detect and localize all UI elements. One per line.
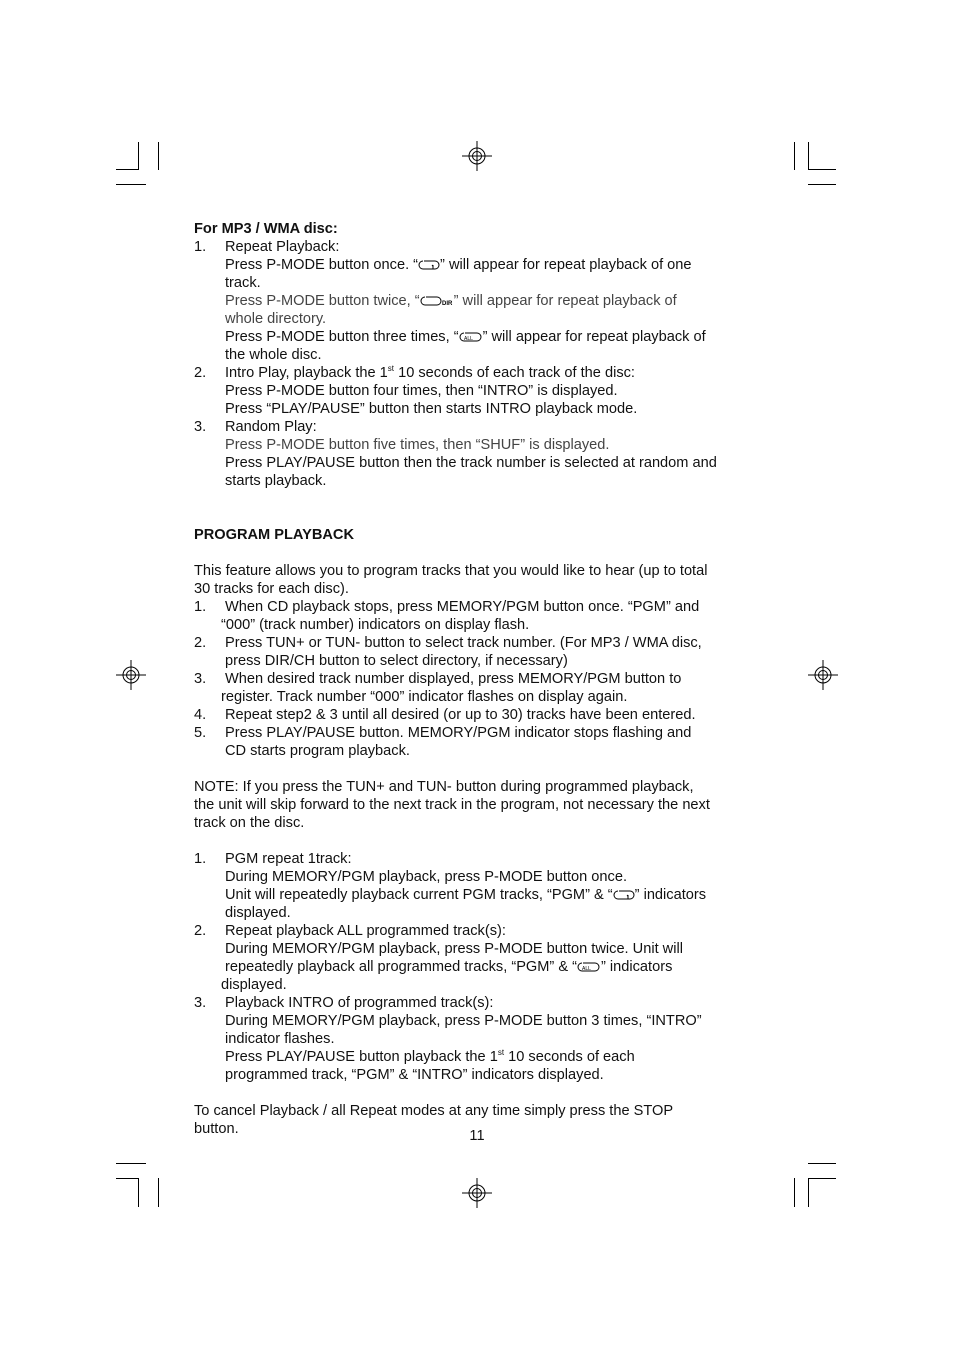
crop-mark (116, 1163, 146, 1164)
instruction-line: displayed. (221, 977, 287, 993)
item-title: Repeat playback ALL programmed track(s): (225, 923, 506, 939)
text-run: ” will appear for repeat playback of (482, 329, 706, 345)
instruction-line: programmed track, “PGM” & “INTRO” indicators displayed. (225, 1067, 604, 1083)
step-line: Press PLAY/PAUSE button. MEMORY/PGM indicator stops flashing and (225, 725, 692, 741)
list-item (194, 364, 774, 418)
crop-mark (138, 142, 139, 170)
list-item (194, 850, 774, 922)
instruction-line: displayed. (225, 905, 291, 921)
instruction-line (225, 1048, 774, 1066)
registration-mark-icon (462, 141, 492, 171)
list-number: 3. (194, 671, 207, 687)
list-number: 3. (194, 419, 207, 435)
step-line: Press TUN+ or TUN- button to select track number. (For MP3 / WMA disc, (225, 635, 702, 651)
item-title: Random Play: (225, 419, 317, 435)
superscript: st (497, 1048, 505, 1057)
instruction-line (225, 886, 774, 904)
crop-mark (794, 142, 795, 170)
text-run: Press P-MODE button once. “ (225, 257, 419, 273)
instruction-line: track. (225, 275, 261, 291)
page-number: 11 (469, 1128, 485, 1144)
crop-mark (808, 1178, 809, 1207)
step-line: register. Track number “000” indicator flashes on display again. (221, 689, 628, 705)
instruction-line: Press P-MODE button five times, then “SHUF” is displayed. (225, 437, 610, 453)
list-item (194, 706, 774, 724)
superscript: st (387, 364, 395, 373)
text-run: Press PLAY/PAUSE button playback the 1 (225, 1049, 498, 1065)
list-item (194, 598, 774, 634)
instruction-line: the whole disc. (225, 347, 322, 363)
instruction-line: Press P-MODE button four times, then “INTRO” is displayed. (225, 383, 618, 399)
list-number: 3. (194, 995, 207, 1011)
instruction-line: Press PLAY/PAUSE button then the track number is selected at random and (225, 455, 717, 471)
text-run: ” indicators (634, 887, 707, 903)
crop-mark (808, 1163, 836, 1164)
step-line: When CD playback stops, press MEMORY/PGM button once. “PGM” and (225, 599, 700, 615)
list-number: 2. (194, 635, 207, 651)
repeat-dir-icon (420, 295, 454, 307)
text-run: Unit will repeatedly playback current PGM tracks, “PGM” & “ (225, 887, 613, 903)
list-number: 2. (194, 923, 207, 939)
text-run: Intro Play, playback the 1 (225, 365, 388, 381)
repeat-all-icon (459, 331, 483, 343)
list-number: 4. (194, 707, 207, 723)
text-run: ” indicators (601, 959, 673, 975)
list-number: 1. (194, 239, 207, 255)
cancel-note: To cancel Playback / all Repeat modes at any time simply press the STOP (194, 1103, 674, 1119)
item-title (225, 364, 774, 382)
list-number: 2. (194, 365, 207, 381)
crop-mark (158, 142, 159, 170)
list-item (194, 994, 774, 1084)
text-run: ” will appear for repeat playback of one (440, 257, 692, 273)
list-item (194, 922, 774, 994)
instruction-line (225, 256, 774, 274)
registration-mark-icon (462, 1178, 492, 1208)
paragraph-line: This feature allows you to program tracks that you would like to hear (up to total (194, 563, 708, 579)
note-line: the unit will skip forward to the next track in the program, not necessary the next (194, 797, 710, 813)
paragraph-line: 30 tracks for each disc). (194, 581, 349, 597)
list-item (194, 238, 774, 364)
repeat-one-icon (418, 259, 440, 271)
text-run: 10 seconds of each track of the disc: (394, 365, 635, 381)
instruction-line: Press “PLAY/PAUSE” button then starts INTRO playback mode. (225, 401, 638, 417)
crop-mark (158, 1178, 159, 1207)
item-title: Playback INTRO of programmed track(s): (225, 995, 494, 1011)
list-item (194, 418, 774, 490)
repeat-all-icon (577, 961, 601, 973)
crop-mark (808, 169, 836, 170)
repeat-one-icon (613, 889, 635, 901)
instruction-line: During MEMORY/PGM playback, press P-MODE button once. (225, 869, 628, 885)
instruction-line: During MEMORY/PGM playback, press P-MODE button 3 times, “INTRO” (225, 1013, 702, 1029)
registration-mark-icon (116, 660, 146, 690)
text-run: Press P-MODE button three times, “ (225, 329, 459, 345)
cancel-note: button. (194, 1121, 239, 1137)
instruction-line: indicator flashes. (225, 1031, 335, 1047)
instruction-line: whole directory. (225, 311, 327, 327)
instruction-line (225, 292, 774, 310)
step-line: Repeat step2 & 3 until all desired (or up to 30) tracks have been entered. (225, 707, 696, 723)
step-line: When desired track number displayed, press MEMORY/PGM button to (225, 671, 682, 687)
instruction-line: starts playback. (225, 473, 327, 489)
step-line: “000” (track number) indicators on display flash. (221, 617, 530, 633)
svg-text:DIR: DIR (441, 301, 452, 307)
text-run: Press P-MODE button twice, “ (225, 293, 420, 309)
step-line: CD starts program playback. (225, 743, 410, 759)
crop-mark (808, 184, 836, 185)
crop-mark (138, 1178, 139, 1207)
registration-mark-icon (808, 660, 838, 690)
list-item (194, 634, 774, 670)
step-line: press DIR/CH button to select directory, if necessary) (225, 653, 568, 669)
instruction-line (225, 958, 774, 976)
crop-mark (116, 1178, 138, 1179)
note-line: track on the disc. (194, 815, 305, 831)
crop-mark (116, 169, 138, 170)
list-number: 5. (194, 725, 207, 741)
crop-mark (808, 142, 809, 170)
list-item (194, 670, 774, 706)
text-run: repeatedly playback all programmed tracks, “PGM” & “ (225, 959, 577, 975)
mp3-heading: For MP3 / WMA disc: (194, 221, 338, 237)
item-title: PGM repeat 1track: (225, 851, 352, 867)
text-run: 10 seconds of each (504, 1049, 635, 1065)
text-run: ” will appear for repeat playback of (453, 293, 677, 309)
instruction-line: During MEMORY/PGM playback, press P-MODE button twice. Unit will (225, 941, 683, 957)
crop-mark (808, 1178, 836, 1179)
crop-mark (116, 184, 146, 185)
list-number: 1. (194, 599, 207, 615)
program-heading: PROGRAM PLAYBACK (194, 527, 355, 543)
instruction-line (225, 328, 774, 346)
svg-text:ALL: ALL (463, 336, 473, 342)
page-content (194, 220, 774, 1138)
list-item (194, 724, 774, 760)
item-title: Repeat Playback: (225, 239, 340, 255)
note-line: NOTE: If you press the TUN+ and TUN- button during programmed playback, (194, 779, 694, 795)
list-number: 1. (194, 851, 207, 867)
svg-text:ALL: ALL (582, 966, 591, 972)
crop-mark (794, 1178, 795, 1207)
